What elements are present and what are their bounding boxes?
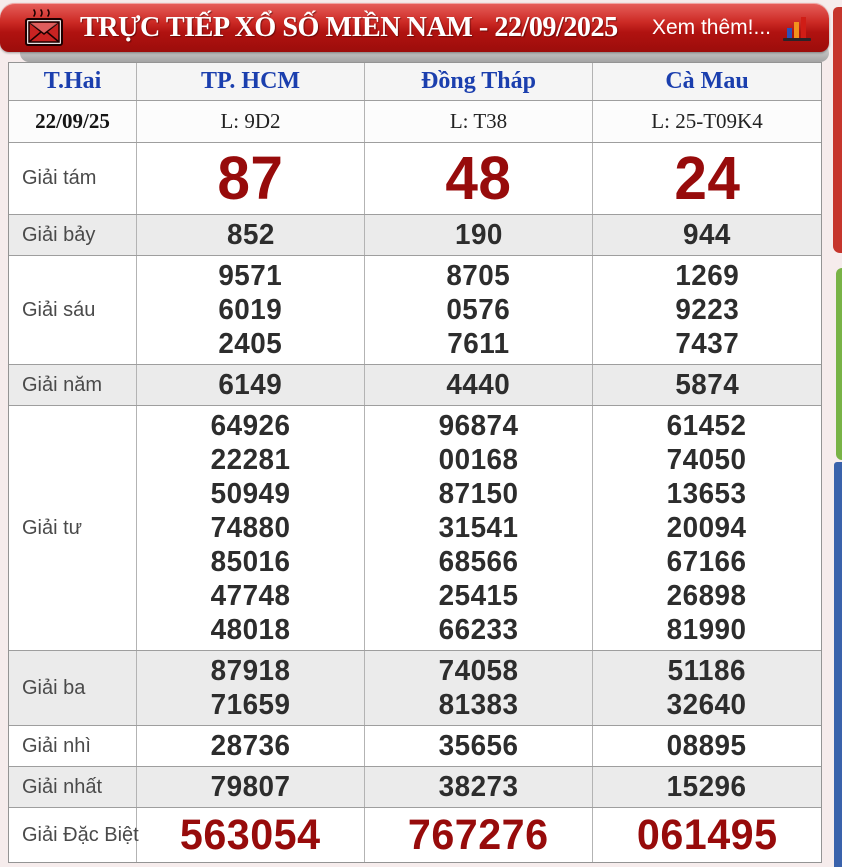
prize-number: 944	[683, 219, 731, 251]
prize-numbers-dongthap	[365, 767, 593, 807]
prize-row	[9, 725, 821, 766]
prize-number: 87150	[438, 478, 519, 510]
prize-number: 9223	[675, 294, 739, 326]
date-row	[9, 100, 821, 142]
prize-numbers-camau	[593, 767, 821, 807]
prize-numbers-camau	[593, 726, 821, 766]
prize-number: 4440	[446, 369, 511, 401]
prize-numbers-tphcm	[137, 406, 365, 650]
prize-number: 0576	[446, 294, 511, 326]
results-table	[8, 62, 822, 863]
prize-number: 25415	[438, 580, 519, 612]
column-header-camau[interactable]: Cà Mau	[665, 68, 749, 94]
prize-row	[9, 807, 821, 862]
prize-numbers-dongthap	[365, 726, 593, 766]
prize-row	[9, 766, 821, 807]
prize-numbers-camau	[593, 215, 821, 255]
table-header-row	[9, 63, 821, 100]
lottery-code-dongthap: L: T38	[365, 101, 593, 142]
prize-number: 2405	[218, 328, 283, 360]
lottery-code-tphcm: L: 9D2	[137, 101, 365, 142]
prize-number: 61452	[667, 410, 747, 442]
prize-row	[9, 405, 821, 650]
prize-number: 67166	[667, 546, 747, 578]
prize-number: 47748	[210, 580, 291, 612]
prize-number: 51186	[667, 655, 747, 687]
prize-label: Giải sáu	[9, 256, 137, 364]
prize-label: Giải bảy	[9, 215, 137, 255]
header-bar	[0, 3, 829, 52]
bar-chart-icon[interactable]	[781, 14, 813, 42]
prize-number: 32640	[667, 689, 747, 721]
column-header-dongthap[interactable]: Đồng Tháp	[365, 63, 593, 100]
prize-number: 81383	[438, 689, 519, 721]
prize-numbers-camau	[593, 808, 821, 862]
prize-numbers-dongthap	[365, 143, 593, 214]
prize-number: 26898	[667, 580, 747, 612]
prize-number: 79807	[210, 771, 291, 803]
prize-number: 1269	[675, 260, 739, 292]
prize-row	[9, 650, 821, 725]
prize-number: 190	[454, 219, 503, 251]
prize-label: Giải Đặc Biệt	[9, 808, 137, 862]
prize-label: Giải năm	[9, 365, 137, 405]
prize-row	[9, 255, 821, 364]
prize-numbers-camau	[593, 256, 821, 364]
prize-number: 061495	[636, 811, 778, 859]
prize-number: 48018	[210, 614, 291, 646]
right-edge-green-strip	[836, 268, 842, 460]
prize-number: 87	[217, 144, 284, 212]
prize-numbers-camau	[593, 406, 821, 650]
prize-numbers-tphcm	[137, 808, 365, 862]
prize-numbers-dongthap	[365, 365, 593, 405]
prize-row	[9, 142, 821, 214]
prize-number: 28736	[210, 730, 291, 762]
prize-number: 6019	[218, 294, 283, 326]
prize-numbers-tphcm	[137, 256, 365, 364]
page-title: TRỰC TIẾP XỔ SỐ MIỀN NAM - 22/09/2025	[80, 11, 618, 43]
prize-number: 20094	[667, 512, 747, 544]
prize-number: 31541	[438, 512, 519, 544]
prize-number: 74058	[438, 655, 519, 687]
prize-number: 852	[226, 219, 275, 251]
prize-numbers-tphcm	[137, 215, 365, 255]
right-edge-blue-strip	[834, 462, 842, 867]
prize-number: 563054	[180, 811, 321, 859]
prize-number: 767276	[408, 811, 549, 859]
prize-number: 74880	[210, 512, 291, 544]
prize-label: Giải nhì	[9, 726, 137, 766]
date-cell: 22/09/25	[9, 101, 137, 142]
prize-row	[9, 364, 821, 405]
right-edge-red-strip	[833, 7, 842, 253]
prize-number: 13653	[667, 478, 747, 510]
see-more-link[interactable]: Xem thêm!...	[651, 15, 771, 39]
prize-number: 6149	[218, 369, 283, 401]
prize-number: 7437	[675, 328, 739, 360]
prize-numbers-tphcm	[137, 365, 365, 405]
prize-label: Giải ba	[9, 651, 137, 725]
prize-number: 64926	[210, 410, 291, 442]
prize-number: 85016	[210, 546, 291, 578]
prize-number: 5874	[675, 369, 739, 401]
prize-number: 15296	[667, 771, 747, 803]
prize-label: Giải tư	[9, 406, 137, 650]
prize-numbers-camau	[593, 143, 821, 214]
prize-numbers-tphcm	[137, 726, 365, 766]
prize-number: 96874	[438, 410, 519, 442]
prize-numbers-tphcm	[137, 143, 365, 214]
prize-numbers-dongthap	[365, 808, 593, 862]
prize-row	[9, 214, 821, 255]
prize-numbers-dongthap	[365, 651, 593, 725]
prize-number: 8705	[446, 260, 511, 292]
prize-numbers-dongthap	[365, 406, 593, 650]
lottery-code-camau: L: 25-T09K4	[651, 109, 763, 133]
prize-number: 48	[445, 144, 512, 212]
prize-label: Giải tám	[9, 143, 137, 214]
prize-numbers-camau	[593, 365, 821, 405]
prize-number: 87918	[210, 655, 291, 687]
prize-number: 81990	[667, 614, 747, 646]
prize-number: 66233	[438, 614, 519, 646]
prize-number: 00168	[438, 444, 519, 476]
prize-number: 7611	[447, 328, 510, 360]
envelope-icon	[22, 9, 66, 49]
prize-number: 22281	[210, 444, 291, 476]
prize-label: Giải nhất	[9, 767, 137, 807]
prize-numbers-camau	[593, 651, 821, 725]
prize-number: 71659	[210, 689, 291, 721]
prize-numbers-dongthap	[365, 215, 593, 255]
prize-number: 74050	[667, 444, 747, 476]
prize-number: 9571	[218, 260, 283, 292]
prize-number: 35656	[438, 730, 519, 762]
prize-numbers-dongthap	[365, 256, 593, 364]
column-header-day: T.Hai	[9, 63, 137, 100]
prize-number: 68566	[438, 546, 519, 578]
column-header-tphcm[interactable]: TP. HCM	[137, 63, 365, 100]
prize-number: 24	[673, 144, 741, 212]
prize-numbers-tphcm	[137, 651, 365, 725]
prize-number: 38273	[438, 771, 519, 803]
prize-number: 50949	[210, 478, 291, 510]
prize-numbers-tphcm	[137, 767, 365, 807]
prize-number: 08895	[667, 730, 747, 762]
